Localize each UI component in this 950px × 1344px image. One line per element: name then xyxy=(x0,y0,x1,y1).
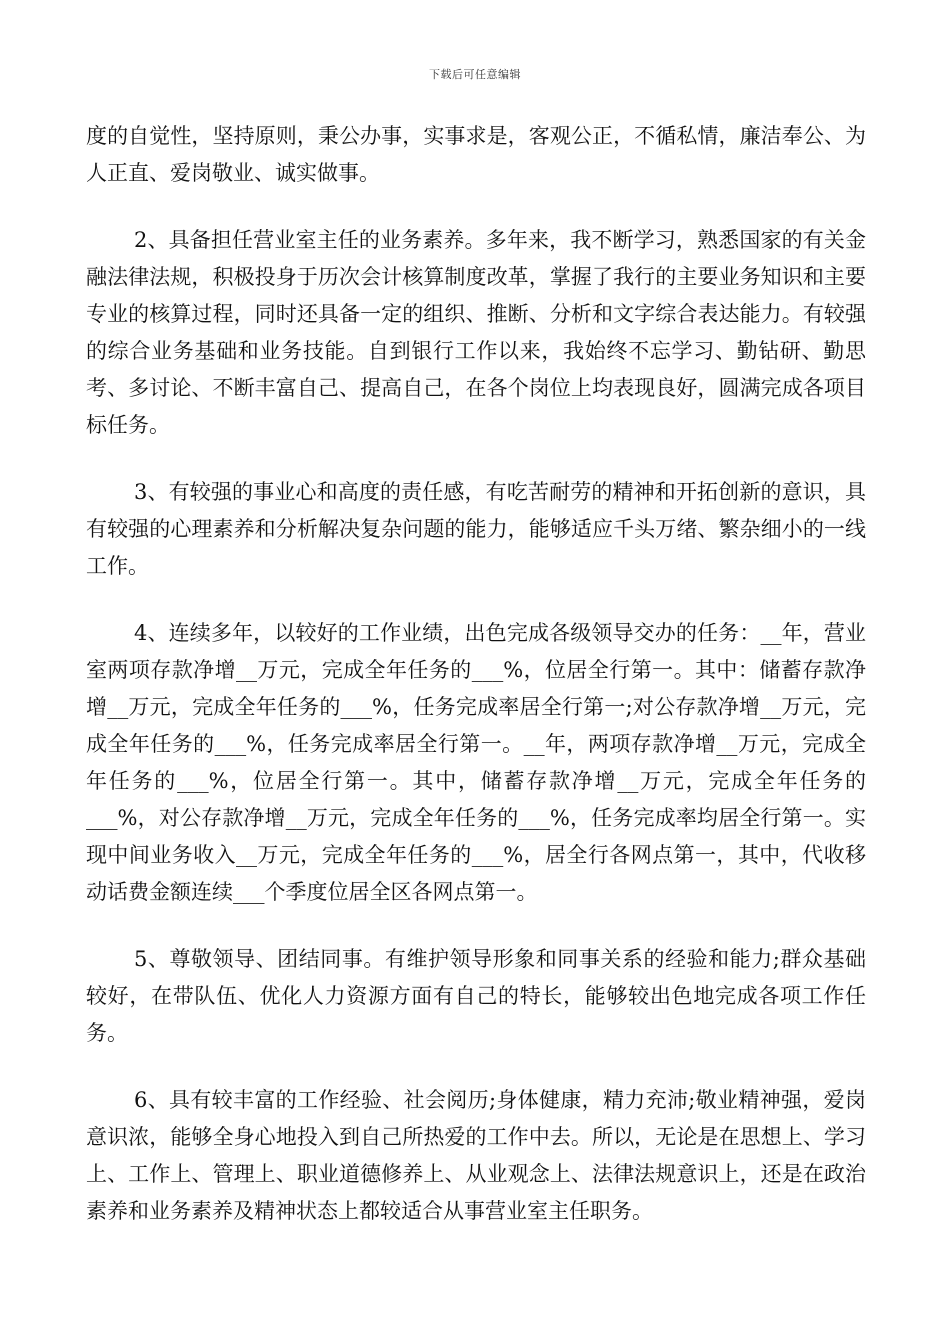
paragraph-3: 3、有较强的事业心和高度的责任感，有吃苦耐劳的精神和开拓创新的意识，具有较强的心理素养和分析解决复杂问题的能力，能够适应千头万绪、繁杂细小的一线工作。 xyxy=(86,480,866,578)
paragraph-6: 6、具有较丰富的工作经验、社会阅历;身体健康，精力充沛;敬业精神强，爱岗意识浓，能够全身心地投入到自己所热爱的工作中去。所以，无论是在思想上、学习上、工作上、管理上、职业道德修养上、从业观念上、法律法规意识上，还是在政治素养和业务素养及精神状态上都较适合从事营业室主任职务。 xyxy=(86,1088,866,1223)
document-body xyxy=(86,118,866,1260)
paragraph-2: 2、具备担任营业室主任的业务素养。多年来，我不断学习，熟悉国家的有关金融法律法规，积极投身于历次会计核算制度改革，掌握了我行的主要业务知识和主要专业的核算过程，同时还具备一定的组织、推断、分析和文字综合表达能力。有较强的综合业务基础和业务技能。自到银行工作以来，我始终不忘学习、勤钻研、勤思考、多讨论、不断丰富自己、提高自己，在各个岗位上均表现良好，圆满完成各项目标任务。 xyxy=(86,228,866,437)
paragraph-5: 5、尊敬领导、团结同事。有维护领导形象和同事关系的经验和能力;群众基础较好，在带队伍、优化人力资源方面有自己的特长，能够较出色地完成各项工作任务。 xyxy=(86,947,866,1045)
page-header: 下载后可任意编辑 xyxy=(429,68,521,81)
paragraph-4: 4、连续多年，以较好的工作业绩，出色完成各级领导交办的任务：__年，营业室两项存款净增__万元，完成全年任务的___%，位居全行第一。其中：储蓄存款净增__万元，完成全年任务的___%，任务完成率居全行第一;对公存款净增__万元，完成全年任务的___%，任务完成率居全行第一。__年，两项存款净增__万元，完成全年任务的___%，位居全行第一。其中，储蓄存款净增__万元，完成全年任务的___%，对公存款净增__万元，完成全年任务的___%，任务完成率均居全行第一。实现中间业务收入__万元，完成全年任务的___%，居全行各网点第一，其中，代收移动话费金额连续___个季度位居全区各网点第一。 xyxy=(86,621,866,904)
paragraph-continued: 度的自觉性，坚持原则，秉公办事，实事求是，客观公正，不循私情，廉洁奉公、为人正直、爱岗敬业、诚实做事。 xyxy=(86,124,866,185)
